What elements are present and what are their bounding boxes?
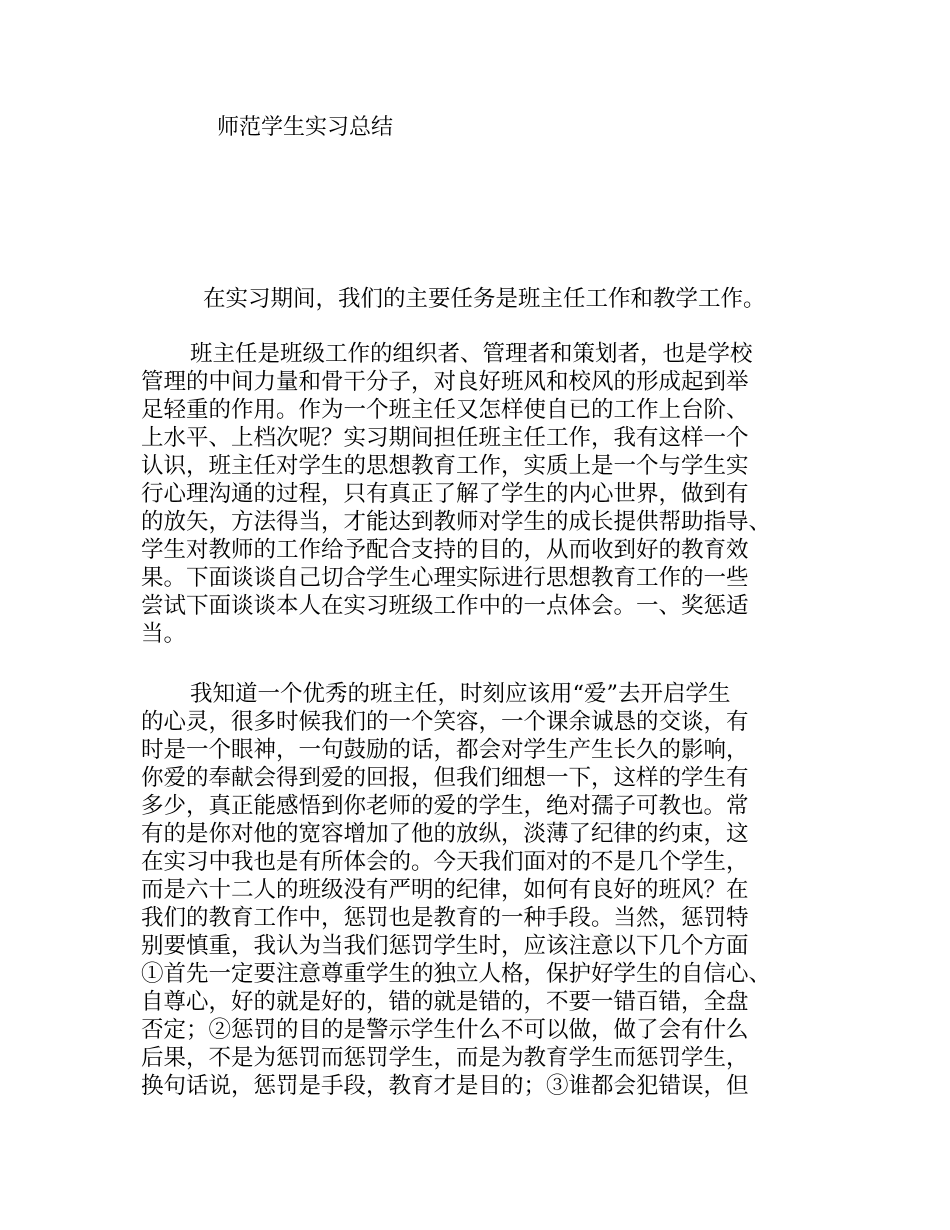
paragraph-line: 行心理沟通的过程，只有真正了解了学生的内心世界，做到有	[141, 481, 749, 507]
paragraph-line: 否定；②惩罚的目的是警示学生什么不可以做，做了会有什么	[141, 1017, 749, 1043]
paragraph-line: 的放矢，方法得当，才能达到教师对学生的成长提供帮助指导、	[141, 509, 772, 535]
paragraph-line: 而是六十二人的班级没有严明的纪律，如何有良好的班风？在	[141, 877, 749, 903]
paragraph-line: 别要慎重，我认为当我们惩罚学生时，应该注意以下几个方面	[141, 933, 749, 959]
paragraph-line: 自尊心，好的就是好的，错的就是错的，不要一错百错，全盘	[141, 989, 749, 1015]
paragraph-line: 的心灵，很多时候我们的一个笑容，一个课余诚恳的交谈，有	[141, 709, 749, 735]
paragraph-line: 我们的教育工作中，惩罚也是教育的一种手段。当然，惩罚特	[141, 905, 749, 931]
paragraph-line: 当。	[141, 621, 187, 647]
lead-sentence: 在实习期间，我们的主要任务是班主任工作和教学工作。	[203, 286, 766, 312]
paragraph-line: 多少，真正能感悟到你老师的爱的学生，绝对孺子可教也。常	[141, 793, 749, 819]
paragraph-line: 学生对教师的工作给予配合支持的目的，从而收到好的教育效	[141, 537, 749, 563]
paragraph-line: 有的是你对他的宽容增加了他的放纵，淡薄了纪律的约束，这	[141, 821, 749, 847]
paragraph-line: 尝试下面谈谈本人在实习班级工作中的一点体会。一、奖惩适	[141, 593, 749, 619]
paragraph-head-teacher	[141, 340, 841, 648]
paragraph-line: 果。下面谈谈自己切合学生心理实际进行思想教育工作的一些	[141, 565, 749, 591]
paragraph-line: 时是一个眼神，一句鼓励的话，都会对学生产生长久的影响，	[141, 737, 749, 763]
paragraph-line: 足轻重的作用。作为一个班主任又怎样使自已的工作上台阶、	[141, 397, 749, 423]
paragraph-line: 后果，不是为惩罚而惩罚学生，而是为教育学生而惩罚学生，	[141, 1045, 749, 1071]
paragraph-line: 我知道一个优秀的班主任，时刻应该用“爱”去开启学生	[190, 681, 731, 707]
paragraph-rewards-punishment	[141, 680, 841, 1100]
paragraph-line: 换句话说，惩罚是手段，教育才是目的；③谁都会犯错误，但	[141, 1073, 749, 1099]
paragraph-line: 在实习中我也是有所体会的。今天我们面对的不是几个学生，	[141, 849, 749, 875]
paragraph-line: 上水平、上档次呢？实习期间担任班主任工作，我有这样一个	[141, 425, 749, 451]
paragraph-line: 你爱的奉献会得到爱的回报，但我们细想一下，这样的学生有	[141, 765, 749, 791]
paragraph-line: 认识，班主任对学生的思想教育工作，实质上是一个与学生实	[141, 453, 749, 479]
paragraph-line: 班主任是班级工作的组织者、管理者和策划者，也是学校	[190, 341, 753, 367]
document-title: 师范学生实习总结	[217, 115, 394, 140]
paragraph-line: 管理的中间力量和骨干分子，对良好班风和校风的形成起到举	[141, 369, 749, 395]
paragraph-line: ①首先一定要注意尊重学生的独立人格，保护好学生的自信心、	[141, 961, 772, 987]
